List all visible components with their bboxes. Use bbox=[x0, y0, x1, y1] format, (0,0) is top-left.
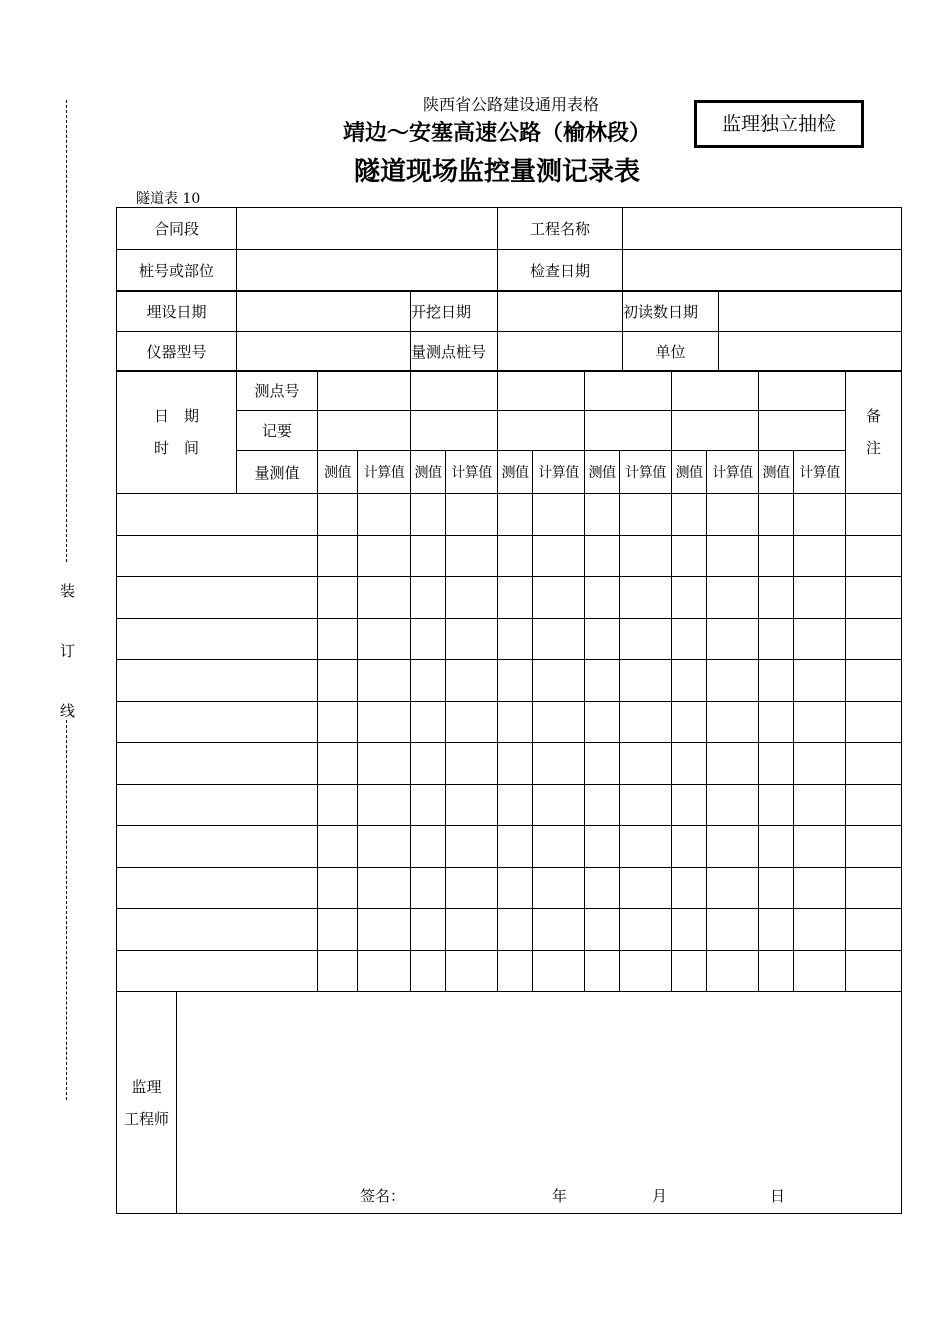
measured-cell[interactable] bbox=[318, 826, 358, 868]
calculated-cell[interactable] bbox=[446, 535, 498, 577]
measured-cell[interactable] bbox=[318, 909, 358, 951]
calculated-cell[interactable] bbox=[707, 535, 759, 577]
measured-cell[interactable] bbox=[411, 618, 446, 660]
binding-char-3: 线 bbox=[60, 702, 76, 720]
measured-cell[interactable] bbox=[759, 867, 794, 909]
measured-cell[interactable] bbox=[585, 618, 620, 660]
calculated-cell[interactable] bbox=[446, 577, 498, 619]
col-calculated-header: 计算值 bbox=[533, 451, 585, 494]
calculated-cell[interactable] bbox=[446, 618, 498, 660]
measured-cell[interactable] bbox=[411, 701, 446, 743]
calculated-cell[interactable] bbox=[620, 909, 672, 951]
remark-cell[interactable] bbox=[846, 494, 902, 536]
month-label: 月 bbox=[652, 1187, 668, 1205]
calculated-cell[interactable] bbox=[794, 618, 846, 660]
table-row bbox=[117, 784, 902, 826]
measured-cell[interactable] bbox=[498, 701, 533, 743]
record-cell[interactable] bbox=[318, 411, 411, 451]
col-measured-header: 测值 bbox=[318, 451, 358, 494]
measured-cell[interactable] bbox=[411, 660, 446, 702]
calculated-cell[interactable] bbox=[358, 826, 411, 868]
col-calculated-header: 计算值 bbox=[446, 451, 498, 494]
measured-cell[interactable] bbox=[498, 867, 533, 909]
measured-cell[interactable] bbox=[672, 826, 707, 868]
measured-cell[interactable] bbox=[411, 784, 446, 826]
calculated-cell[interactable] bbox=[707, 909, 759, 951]
instrument-model-field[interactable] bbox=[237, 332, 411, 372]
calculated-cell[interactable] bbox=[358, 494, 411, 536]
measured-cell[interactable] bbox=[672, 701, 707, 743]
remark-cell[interactable] bbox=[846, 826, 902, 868]
calculated-cell[interactable] bbox=[533, 909, 585, 951]
measured-cell[interactable] bbox=[672, 660, 707, 702]
measured-cell[interactable] bbox=[759, 909, 794, 951]
calculated-cell[interactable] bbox=[533, 494, 585, 536]
record-label: 记要 bbox=[237, 411, 318, 451]
calculated-cell[interactable] bbox=[794, 535, 846, 577]
calculated-cell[interactable] bbox=[620, 660, 672, 702]
measured-cell[interactable] bbox=[498, 743, 533, 785]
page-title: 隧道现场监控量测记录表 bbox=[353, 157, 640, 187]
table-row bbox=[117, 535, 902, 577]
table-row bbox=[117, 494, 902, 536]
measured-cell[interactable] bbox=[411, 867, 446, 909]
date-time-cell[interactable] bbox=[117, 618, 318, 660]
measured-value-label: 量测值 bbox=[237, 451, 318, 494]
calculated-cell[interactable] bbox=[620, 494, 672, 536]
calculated-cell[interactable] bbox=[620, 826, 672, 868]
unit-field[interactable] bbox=[719, 332, 902, 372]
measured-cell[interactable] bbox=[759, 743, 794, 785]
measured-cell[interactable] bbox=[585, 867, 620, 909]
bury-date-label: 埋设日期 bbox=[117, 291, 237, 332]
calculated-cell[interactable] bbox=[707, 577, 759, 619]
measured-cell[interactable] bbox=[318, 618, 358, 660]
calculated-cell[interactable] bbox=[794, 701, 846, 743]
initial-read-date-field[interactable] bbox=[719, 291, 902, 332]
dig-date-field[interactable] bbox=[498, 291, 623, 332]
engineer-label-cell bbox=[117, 992, 177, 1214]
measured-cell[interactable] bbox=[672, 950, 707, 992]
col-calculated-header: 计算值 bbox=[707, 451, 759, 494]
measured-cell[interactable] bbox=[498, 909, 533, 951]
station-label: 桩号或部位 bbox=[117, 250, 237, 292]
remark-cell[interactable] bbox=[846, 535, 902, 577]
record-cell[interactable] bbox=[759, 411, 846, 451]
measured-cell[interactable] bbox=[672, 909, 707, 951]
measured-cell[interactable] bbox=[759, 618, 794, 660]
engineer-opinion-area[interactable] bbox=[177, 992, 902, 1214]
instrument-model-label: 仪器型号 bbox=[117, 332, 237, 372]
calculated-cell[interactable] bbox=[358, 784, 411, 826]
calculated-cell[interactable] bbox=[533, 743, 585, 785]
project-name-field[interactable] bbox=[623, 208, 902, 250]
measured-cell[interactable] bbox=[318, 535, 358, 577]
date-label: 日 期 bbox=[153, 407, 199, 425]
measured-cell[interactable] bbox=[672, 535, 707, 577]
calculated-cell[interactable] bbox=[446, 660, 498, 702]
calculated-cell[interactable] bbox=[358, 743, 411, 785]
engineer-section bbox=[116, 991, 901, 1214]
measured-cell[interactable] bbox=[411, 494, 446, 536]
dig-date-label: 开挖日期 bbox=[411, 291, 498, 332]
col-calculated-header: 计算值 bbox=[620, 451, 672, 494]
calculated-cell[interactable] bbox=[620, 867, 672, 909]
table-row bbox=[117, 701, 902, 743]
record-cell[interactable] bbox=[585, 411, 672, 451]
point-no-cell[interactable] bbox=[759, 371, 846, 411]
date-time-header bbox=[117, 371, 237, 494]
calculated-cell[interactable] bbox=[707, 618, 759, 660]
header-project: 靖边～安塞高速公路（榆林段） bbox=[342, 121, 651, 146]
measured-cell[interactable] bbox=[759, 826, 794, 868]
measured-cell[interactable] bbox=[498, 826, 533, 868]
calculated-cell[interactable] bbox=[533, 950, 585, 992]
measured-cell[interactable] bbox=[318, 950, 358, 992]
table-row bbox=[117, 618, 902, 660]
table-row bbox=[117, 950, 902, 992]
info-table-mid bbox=[116, 290, 902, 372]
col-measured-header: 测值 bbox=[672, 451, 707, 494]
calculated-cell[interactable] bbox=[794, 909, 846, 951]
calculated-cell[interactable] bbox=[620, 950, 672, 992]
calculated-cell[interactable] bbox=[794, 660, 846, 702]
measured-cell[interactable] bbox=[585, 701, 620, 743]
calculated-cell[interactable] bbox=[794, 784, 846, 826]
calculated-cell[interactable] bbox=[446, 867, 498, 909]
date-time-cell[interactable] bbox=[117, 535, 318, 577]
date-time-cell[interactable] bbox=[117, 950, 318, 992]
calculated-cell[interactable] bbox=[446, 826, 498, 868]
measured-cell[interactable] bbox=[498, 618, 533, 660]
col-measured-header: 测值 bbox=[759, 451, 794, 494]
calculated-cell[interactable] bbox=[794, 950, 846, 992]
calculated-cell[interactable] bbox=[358, 950, 411, 992]
calculated-cell[interactable] bbox=[446, 909, 498, 951]
date-time-cell[interactable] bbox=[117, 743, 318, 785]
measured-cell[interactable] bbox=[585, 494, 620, 536]
calculated-cell[interactable] bbox=[533, 535, 585, 577]
measured-cell[interactable] bbox=[672, 743, 707, 785]
table-row bbox=[117, 909, 902, 951]
remark-header bbox=[846, 371, 902, 494]
measured-cell[interactable] bbox=[672, 494, 707, 536]
measured-cell[interactable] bbox=[759, 660, 794, 702]
measured-cell[interactable] bbox=[318, 660, 358, 702]
remark-label-2: 注 bbox=[865, 439, 881, 457]
col-calculated-header: 计算值 bbox=[358, 451, 411, 494]
table-row bbox=[117, 660, 902, 702]
calculated-cell[interactable] bbox=[358, 618, 411, 660]
remark-cell[interactable] bbox=[846, 743, 902, 785]
measured-cell[interactable] bbox=[585, 743, 620, 785]
remark-cell[interactable] bbox=[846, 577, 902, 619]
measure-point-station-label: 量测点桩号 bbox=[411, 332, 498, 372]
measured-cell[interactable] bbox=[498, 494, 533, 536]
inspection-stamp: 监理独立抽检 bbox=[694, 100, 864, 148]
calculated-cell[interactable] bbox=[620, 784, 672, 826]
date-time-cell[interactable] bbox=[117, 784, 318, 826]
binding-char-1: 装 bbox=[60, 582, 76, 600]
measured-cell[interactable] bbox=[411, 577, 446, 619]
project-name-label: 工程名称 bbox=[498, 208, 623, 250]
unit-label: 单位 bbox=[623, 332, 719, 372]
measurement-table bbox=[116, 370, 902, 992]
calculated-cell[interactable] bbox=[794, 743, 846, 785]
remark-cell[interactable] bbox=[846, 950, 902, 992]
record-cell[interactable] bbox=[498, 411, 585, 451]
measured-cell[interactable] bbox=[585, 784, 620, 826]
calculated-cell[interactable] bbox=[707, 826, 759, 868]
remark-cell[interactable] bbox=[846, 701, 902, 743]
measured-cell[interactable] bbox=[759, 701, 794, 743]
calculated-cell[interactable] bbox=[707, 784, 759, 826]
record-cell[interactable] bbox=[672, 411, 759, 451]
binding-char-2: 订 bbox=[60, 642, 76, 660]
day-label: 日 bbox=[770, 1187, 786, 1205]
calculated-cell[interactable] bbox=[358, 867, 411, 909]
calculated-cell[interactable] bbox=[446, 784, 498, 826]
station-field[interactable] bbox=[237, 250, 498, 292]
calculated-cell[interactable] bbox=[707, 494, 759, 536]
calculated-cell[interactable] bbox=[358, 535, 411, 577]
table-row bbox=[117, 577, 902, 619]
check-date-field[interactable] bbox=[623, 250, 902, 292]
contract-section-label: 合同段 bbox=[117, 208, 237, 250]
measured-cell[interactable] bbox=[411, 826, 446, 868]
point-no-cell[interactable] bbox=[672, 371, 759, 411]
measured-cell[interactable] bbox=[759, 577, 794, 619]
measured-cell[interactable] bbox=[498, 784, 533, 826]
check-date-label: 检查日期 bbox=[498, 250, 623, 292]
table-row bbox=[117, 826, 902, 868]
calculated-cell[interactable] bbox=[533, 867, 585, 909]
contract-section-field[interactable] bbox=[237, 208, 498, 250]
table-row bbox=[117, 867, 902, 909]
measured-cell[interactable] bbox=[411, 950, 446, 992]
measured-cell[interactable] bbox=[672, 577, 707, 619]
calculated-cell[interactable] bbox=[794, 494, 846, 536]
remark-cell[interactable] bbox=[846, 660, 902, 702]
record-cell[interactable] bbox=[411, 411, 498, 451]
point-no-cell[interactable] bbox=[585, 371, 672, 411]
remark-cell[interactable] bbox=[846, 784, 902, 826]
calculated-cell[interactable] bbox=[707, 660, 759, 702]
measured-cell[interactable] bbox=[585, 826, 620, 868]
point-no-cell[interactable] bbox=[411, 371, 498, 411]
remark-cell[interactable] bbox=[846, 618, 902, 660]
engineer-table bbox=[116, 991, 902, 1214]
calculated-cell[interactable] bbox=[620, 701, 672, 743]
calculated-cell[interactable] bbox=[707, 950, 759, 992]
measure-point-station-field[interactable] bbox=[498, 332, 623, 372]
info-table-top bbox=[116, 207, 902, 292]
measured-cell[interactable] bbox=[585, 577, 620, 619]
measured-cell[interactable] bbox=[318, 701, 358, 743]
measured-cell[interactable] bbox=[411, 743, 446, 785]
calculated-cell[interactable] bbox=[446, 494, 498, 536]
col-measured-header: 测值 bbox=[585, 451, 620, 494]
measured-cell[interactable] bbox=[585, 950, 620, 992]
measured-cell[interactable] bbox=[672, 867, 707, 909]
col-calculated-header: 计算值 bbox=[794, 451, 846, 494]
point-no-cell[interactable] bbox=[318, 371, 411, 411]
calculated-cell[interactable] bbox=[358, 660, 411, 702]
table-row bbox=[117, 743, 902, 785]
date-time-cell[interactable] bbox=[117, 660, 318, 702]
measured-cell[interactable] bbox=[672, 618, 707, 660]
form-number: 隧道表 10 bbox=[136, 191, 201, 207]
measured-cell[interactable] bbox=[585, 535, 620, 577]
measured-cell[interactable] bbox=[759, 535, 794, 577]
header-line-1: 陕西省公路建设通用表格 bbox=[422, 95, 599, 114]
measured-cell[interactable] bbox=[411, 909, 446, 951]
measured-cell[interactable] bbox=[498, 577, 533, 619]
calculated-cell[interactable] bbox=[620, 618, 672, 660]
remark-cell[interactable] bbox=[846, 867, 902, 909]
engineer-label-1: 监理 bbox=[131, 1077, 162, 1096]
calculated-cell[interactable] bbox=[794, 826, 846, 868]
calculated-cell[interactable] bbox=[446, 950, 498, 992]
remark-cell[interactable] bbox=[846, 909, 902, 951]
measured-cell[interactable] bbox=[585, 660, 620, 702]
measured-cell[interactable] bbox=[318, 577, 358, 619]
point-no-label: 测点号 bbox=[237, 371, 318, 411]
col-measured-header: 测值 bbox=[411, 451, 446, 494]
signature-label: 签名： bbox=[360, 1187, 406, 1205]
date-time-cell[interactable] bbox=[117, 494, 318, 536]
calculated-cell[interactable] bbox=[533, 701, 585, 743]
date-time-cell[interactable] bbox=[117, 909, 318, 951]
calculated-cell[interactable] bbox=[358, 701, 411, 743]
measured-cell[interactable] bbox=[498, 950, 533, 992]
calculated-cell[interactable] bbox=[533, 784, 585, 826]
data-rows bbox=[117, 494, 902, 992]
calculated-cell[interactable] bbox=[620, 743, 672, 785]
calculated-cell[interactable] bbox=[358, 577, 411, 619]
measured-cell[interactable] bbox=[318, 784, 358, 826]
calculated-cell[interactable] bbox=[533, 660, 585, 702]
calculated-cell[interactable] bbox=[707, 701, 759, 743]
measured-cell[interactable] bbox=[318, 867, 358, 909]
binding-line-top bbox=[66, 100, 67, 562]
measured-cell[interactable] bbox=[672, 784, 707, 826]
calculated-cell[interactable] bbox=[620, 577, 672, 619]
date-time-cell[interactable] bbox=[117, 577, 318, 619]
engineer-label-2: 工程师 bbox=[123, 1109, 169, 1128]
date-time-cell[interactable] bbox=[117, 701, 318, 743]
remark-label-1: 备 bbox=[865, 407, 881, 425]
date-time-cell[interactable] bbox=[117, 826, 318, 868]
time-label: 时 间 bbox=[153, 439, 199, 457]
calculated-cell[interactable] bbox=[446, 701, 498, 743]
calculated-cell[interactable] bbox=[533, 826, 585, 868]
calculated-cell[interactable] bbox=[794, 867, 846, 909]
measured-cell[interactable] bbox=[759, 784, 794, 826]
date-time-cell[interactable] bbox=[117, 867, 318, 909]
year-label: 年 bbox=[552, 1187, 568, 1205]
binding-line-bottom bbox=[66, 720, 67, 1100]
calculated-cell[interactable] bbox=[794, 577, 846, 619]
calculated-cell[interactable] bbox=[707, 867, 759, 909]
calculated-cell[interactable] bbox=[707, 743, 759, 785]
calculated-cell[interactable] bbox=[533, 618, 585, 660]
measured-cell[interactable] bbox=[585, 909, 620, 951]
measured-cell[interactable] bbox=[498, 660, 533, 702]
measured-cell[interactable] bbox=[318, 494, 358, 536]
measured-cell[interactable] bbox=[759, 950, 794, 992]
measured-cell[interactable] bbox=[759, 494, 794, 536]
calculated-cell[interactable] bbox=[358, 909, 411, 951]
point-no-cell[interactable] bbox=[498, 371, 585, 411]
measured-cell[interactable] bbox=[498, 535, 533, 577]
bury-date-field[interactable] bbox=[237, 291, 411, 332]
calculated-cell[interactable] bbox=[620, 535, 672, 577]
measured-cell[interactable] bbox=[411, 535, 446, 577]
calculated-cell[interactable] bbox=[446, 743, 498, 785]
measured-cell[interactable] bbox=[318, 743, 358, 785]
col-measured-header: 测值 bbox=[498, 451, 533, 494]
initial-read-date-label: 初读数日期 bbox=[623, 291, 719, 332]
calculated-cell[interactable] bbox=[533, 577, 585, 619]
